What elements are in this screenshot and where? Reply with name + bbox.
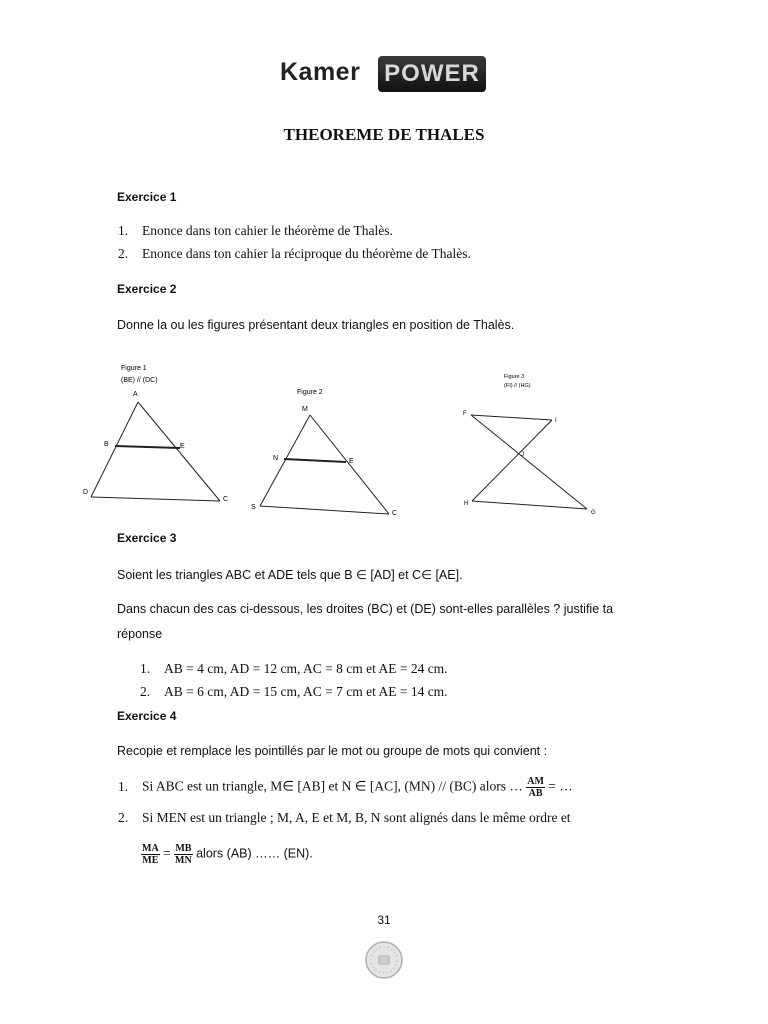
point-label-m: M [302, 406, 308, 413]
figure-3 [452, 368, 622, 531]
page-title: THEOREME DE THALES [283, 125, 485, 144]
exercise-3-heading: Exercice 3 [117, 531, 177, 545]
figure-1-title: Figure 1 [121, 365, 147, 372]
point-label-g: G [591, 510, 596, 516]
point-label-d: D [83, 489, 89, 496]
item-number: 2. [140, 684, 151, 699]
point-label-c: C [223, 496, 229, 503]
fraction-numerator: MB [175, 843, 192, 854]
segment-fg [471, 415, 587, 509]
side-sc [260, 506, 389, 514]
point-label-h: H [464, 501, 469, 507]
segment-be [115, 446, 180, 448]
figure-3-title: Figure 3 [504, 374, 525, 380]
exercise-3-item-2 [140, 684, 448, 700]
point-label-f: F [463, 411, 467, 417]
fraction-am-ab [526, 776, 545, 799]
item-text: Enonce dans ton cahier le théorème de Thalès. [142, 223, 393, 238]
point-label-s: S [251, 504, 256, 511]
item-number: 1. [118, 778, 129, 794]
point-label-a: A [133, 391, 138, 398]
side-dc [91, 497, 220, 501]
exercise-3-line-1: Soient les triangles ABC et ADE tels que B ∈ [AD] et C∈ [AE]. [117, 568, 463, 582]
point-label-e: E [180, 443, 185, 450]
equals-sign: = [163, 845, 171, 861]
point-label-j: J [521, 452, 524, 458]
exercise-4-text: Recopie et remplace les pointillés par le mot ou groupe de mots qui convient : [117, 744, 548, 758]
item-number: 1. [140, 661, 151, 676]
figure-2 [248, 380, 408, 525]
fraction-ma-me [141, 843, 160, 866]
exercise-1-item-1 [118, 223, 393, 239]
exercise-1-heading: Exercice 1 [117, 190, 177, 204]
item-tail: alors (AB) …… (EN). [196, 846, 313, 861]
exercise-3-line-2: Dans chacun des cas ci-dessous, les droites (BC) et (DE) sont-elles parallèles ? justifie ta [117, 602, 614, 616]
item-text: Enonce dans ton cahier la réciproque du théorème de Thalès. [142, 246, 471, 261]
item-text: AB = 4 cm, AD = 12 cm, AC = 8 cm et AE = 24 cm. [164, 661, 448, 676]
point-label-e: E [349, 458, 354, 465]
exercise-4-item-2-continued [141, 843, 313, 866]
item-text: AB = 6 cm, AD = 15 cm, AC = 7 cm et AE = 14 cm. [164, 684, 448, 699]
side-ad [91, 402, 138, 497]
point-label-n: N [273, 455, 279, 462]
point-label-i: I [555, 418, 557, 424]
figure-3-condition: (FI) // (HG) [504, 383, 531, 389]
exercise-2-text: Donne la ou les figures présentant deux triangles en position de Thalès. [117, 318, 515, 332]
exercise-1-item-2 [118, 246, 471, 262]
fraction-denominator: ME [142, 855, 159, 866]
fraction-numerator: AM [527, 776, 544, 787]
seal-stamp-icon [364, 940, 404, 985]
exercise-4-item-2 [118, 810, 571, 826]
item-text: Si ABC est un triangle, M∈ [AB] et N ∈ [AC], (MN) // (BC) alors … [142, 778, 523, 794]
exercise-4-item-1 [118, 776, 573, 799]
fraction-denominator: MN [175, 855, 192, 866]
point-label-c: C [392, 510, 398, 517]
item-number: 1. [118, 223, 129, 238]
fraction-mb-mn [174, 843, 193, 866]
exercise-4-heading: Exercice 4 [117, 709, 177, 723]
exercise-3-line-3: réponse [117, 627, 163, 641]
logo-text-kamer: Kamer [280, 58, 361, 86]
segment-ih [472, 420, 552, 501]
item-number: 2. [118, 246, 129, 261]
side-ac [138, 402, 220, 501]
segment-hg [472, 501, 587, 509]
item-number: 2. [118, 810, 129, 825]
segment-fi [471, 415, 552, 420]
figure-2-title: Figure 2 [297, 389, 323, 396]
exercise-2-heading: Exercice 2 [117, 282, 177, 296]
fraction-denominator: AB [528, 788, 543, 799]
item-tail: = … [548, 778, 573, 794]
exercise-3-item-1 [140, 661, 448, 677]
item-text: Si MEN est un triangle ; M, A, E et M, B, N sont alignés dans le même ordre et [142, 810, 571, 825]
point-label-b: B [104, 441, 109, 448]
figure-1 [82, 360, 242, 523]
figure-1-condition: (BE) // (DC) [121, 377, 158, 384]
logo-text-power: POWER [384, 60, 480, 87]
page-number: 31 [377, 913, 391, 927]
segment-ne [284, 459, 346, 462]
fraction-numerator: MA [142, 843, 159, 854]
